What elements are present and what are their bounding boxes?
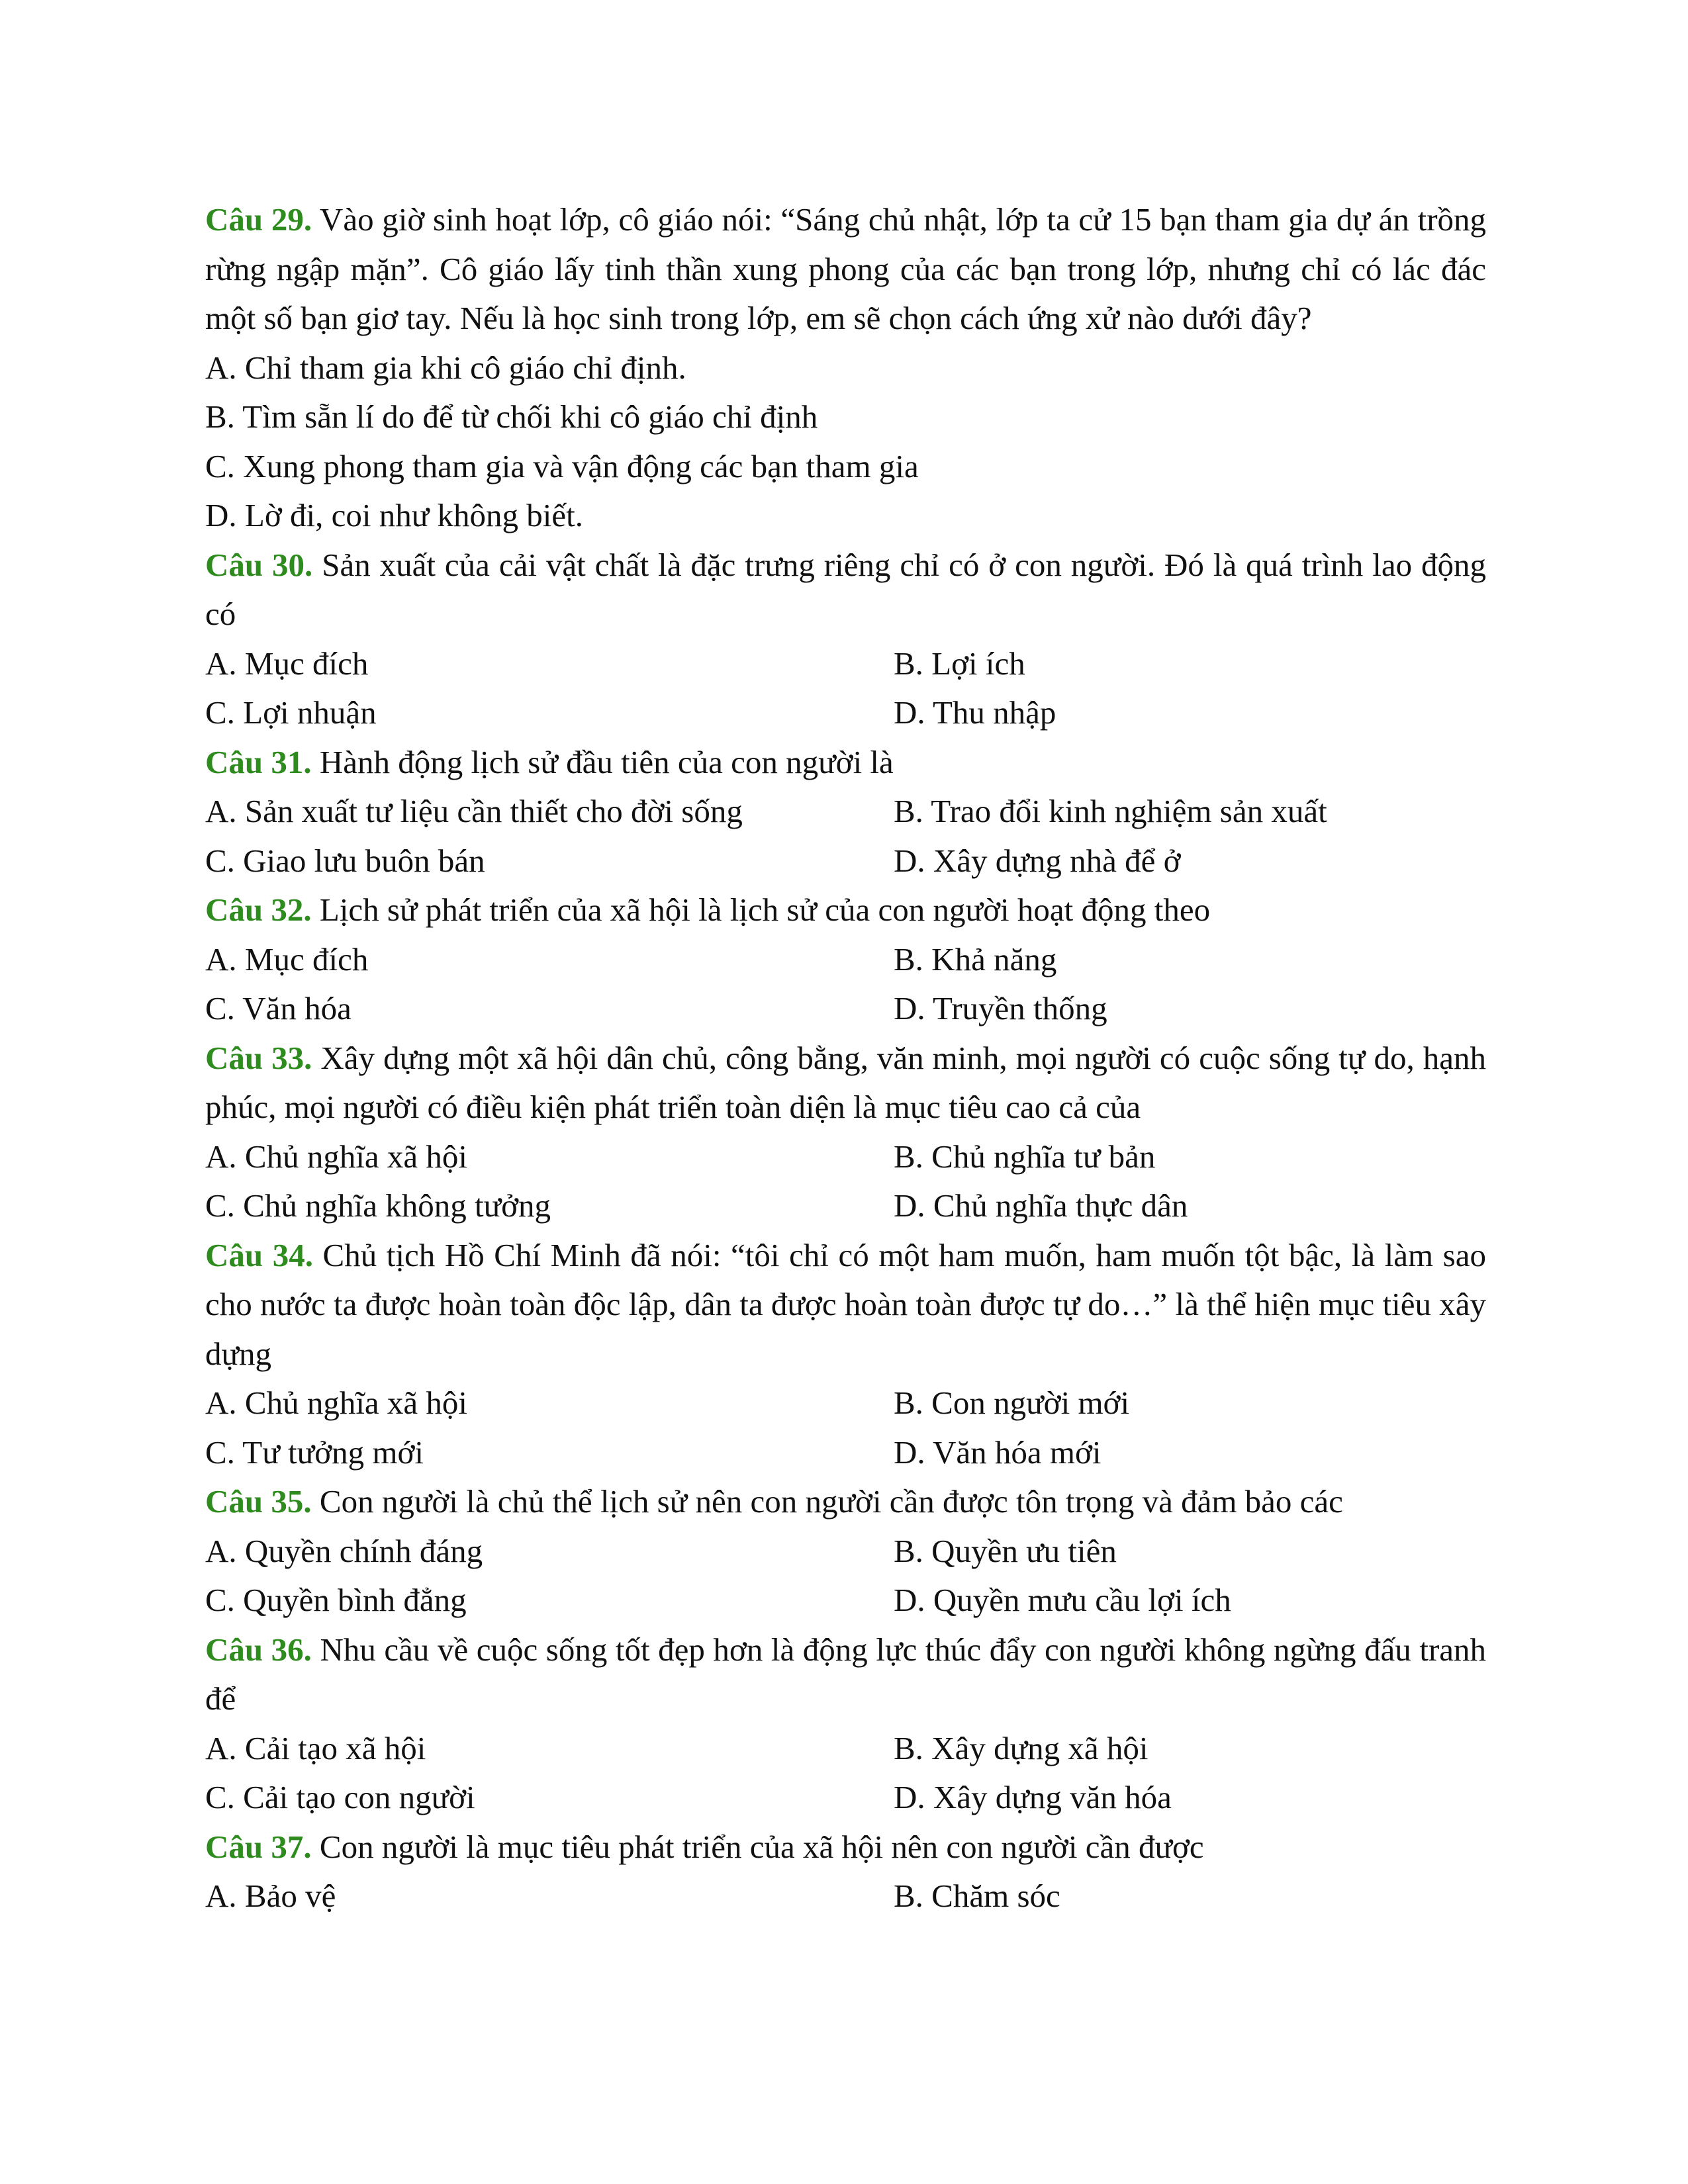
option-row: [205, 639, 1486, 689]
option-d: D. Xây dựng nhà để ở: [894, 842, 1181, 879]
question-stem: [205, 541, 1486, 639]
question-text: Lịch sử phát triển của xã hội là lịch sử của con người hoạt động theo: [311, 891, 1211, 928]
question-stem: [205, 1823, 1486, 1872]
option-row: [205, 1724, 1486, 1774]
option-row: [205, 1773, 1486, 1823]
question-stem: [205, 1231, 1486, 1379]
question-33: [205, 1034, 1486, 1231]
question-stem: [205, 195, 1486, 343]
question-text: Vào giờ sinh hoạt lớp, cô giáo nói: “Sáng chủ nhật, lớp ta cử 15 bạn tham gia dự án trồng rừng ngập mặn”. Cô giáo lấy tinh thần xung phong của các bạn trong lớp, nhưng chỉ có lác đác một số bạn giơ tay. Nếu là học sinh trong lớp, em sẽ chọn cách ứng xử nào dưới đây?: [205, 201, 1487, 336]
option-b: B. Trao đổi kinh nghiệm sản xuất: [894, 793, 1327, 829]
question-text: Xây dựng một xã hội dân chủ, công bằng, văn minh, mọi người có cuộc sống tự do, hạnh phúc, mọi người có điều kiện phát triển toàn diện là mục tiêu cao cả của: [205, 1039, 1486, 1125]
question-number: Câu 31.: [205, 743, 312, 780]
option-a: A. Sản xuất tư liệu cần thiết cho đời sống: [205, 793, 743, 829]
question-stem: [205, 1477, 1486, 1527]
question-number: Câu 35.: [205, 1483, 312, 1520]
question-list: [205, 195, 1486, 1921]
option-d: D. Chủ nghĩa thực dân: [894, 1187, 1188, 1224]
option-c: C. Xung phong tham gia và vận động các bạn tham gia: [205, 447, 919, 484]
question-29: [205, 195, 1486, 541]
question-text: Sản xuất của cải vật chất là đặc trưng riêng chỉ có ở con người. Đó là quá trình lao động có: [205, 546, 1487, 632]
option-c: C. Lợi nhuận: [205, 694, 377, 731]
option-d: D. Truyền thống: [894, 990, 1107, 1026]
option-b: B. Con người mới: [894, 1385, 1130, 1421]
question-text: Con người là mục tiêu phát triển của xã hội nên con người cần được: [311, 1828, 1204, 1865]
option-c: C. Giao lưu buôn bán: [205, 842, 485, 879]
option-d: D. Lờ đi, coi như không biết.: [205, 497, 583, 533]
question-37: [205, 1823, 1486, 1921]
option-row: [205, 1132, 1486, 1182]
option-row: [205, 1379, 1486, 1428]
question-34: [205, 1231, 1486, 1478]
question-text: Chủ tịch Hồ Chí Minh đã nói: “tôi chỉ có một ham muốn, ham muốn tột bậc, là làm sao cho nước ta được hoàn toàn độc lập, dân ta được hoàn toàn được tự do…” là thể hiện mục tiêu xây dựng: [205, 1236, 1486, 1372]
question-number: Câu 33.: [205, 1039, 312, 1076]
option-c: C. Chủ nghĩa không tưởng: [205, 1187, 551, 1224]
option-a: A. Cải tạo xã hội: [205, 1729, 426, 1766]
question-number: Câu 30.: [205, 546, 313, 583]
option-row: [205, 1527, 1486, 1576]
option-a: A. Mục đích: [205, 645, 369, 682]
question-number: Câu 34.: [205, 1236, 313, 1273]
question-text: Con người là chủ thể lịch sử nên con người cần được tôn trọng và đảm bảo các: [311, 1483, 1343, 1520]
option-row: [205, 787, 1486, 837]
question-stem: [205, 738, 1486, 788]
option-b: B. Chủ nghĩa tư bản: [894, 1138, 1156, 1175]
question-stem: [205, 1034, 1486, 1132]
question-number: Câu 36.: [205, 1631, 312, 1668]
option-b: B. Chăm sóc: [894, 1878, 1060, 1914]
option-row: [205, 688, 1486, 738]
option-d: D. Xây dựng văn hóa: [894, 1779, 1172, 1815]
option-d: D. Văn hóa mới: [894, 1433, 1102, 1471]
option-c: C. Tư tưởng mới: [205, 1433, 424, 1471]
option-a: A. Chỉ tham gia khi cô giáo chỉ định.: [205, 349, 686, 386]
option-b: B. Tìm sẵn lí do để từ chối khi cô giáo chỉ định: [205, 398, 818, 435]
option-d: D. Thu nhập: [894, 694, 1056, 731]
option-a: A. Mục đích: [205, 940, 369, 978]
question-32: [205, 886, 1486, 1034]
option-a: A. Chủ nghĩa xã hội: [205, 1385, 468, 1421]
option-row: [205, 935, 1486, 985]
question-text: Nhu cầu về cuộc sống tốt đẹp hơn là động lực thúc đẩy con người không ngừng đấu tranh để: [205, 1631, 1487, 1717]
question-number: Câu 32.: [205, 891, 312, 928]
option-b: B. Khả năng: [894, 940, 1057, 978]
option-c: C. Văn hóa: [205, 990, 352, 1026]
question-35: [205, 1477, 1486, 1625]
option-c: C. Quyền bình đẳng: [205, 1582, 467, 1618]
question-stem: [205, 1625, 1486, 1724]
option-row: [205, 1872, 1486, 1921]
option-c: C. Cải tạo con người: [205, 1779, 475, 1815]
option-d: D. Quyền mưu cầu lợi ích: [894, 1582, 1231, 1618]
option-a: A. Chủ nghĩa xã hội: [205, 1138, 468, 1175]
option-row: [205, 1576, 1486, 1625]
option-row: [205, 984, 1486, 1034]
option-b: B. Quyền ưu tiên: [894, 1532, 1117, 1569]
option-row: [205, 837, 1486, 886]
question-number: Câu 29.: [205, 201, 312, 238]
option-row: [205, 1428, 1486, 1478]
question-31: [205, 738, 1486, 886]
option-a: A. Bảo vệ: [205, 1878, 336, 1914]
option-b: B. Lợi ích: [894, 645, 1025, 682]
question-text: Hành động lịch sử đầu tiên của con người là: [311, 743, 894, 780]
question-30: [205, 541, 1486, 738]
option-row: [205, 1181, 1486, 1231]
option-b: B. Xây dựng xã hội: [894, 1729, 1149, 1766]
question-stem: [205, 886, 1486, 935]
question-36: [205, 1625, 1486, 1823]
question-number: Câu 37.: [205, 1828, 312, 1865]
option-a: A. Quyền chính đáng: [205, 1532, 483, 1569]
